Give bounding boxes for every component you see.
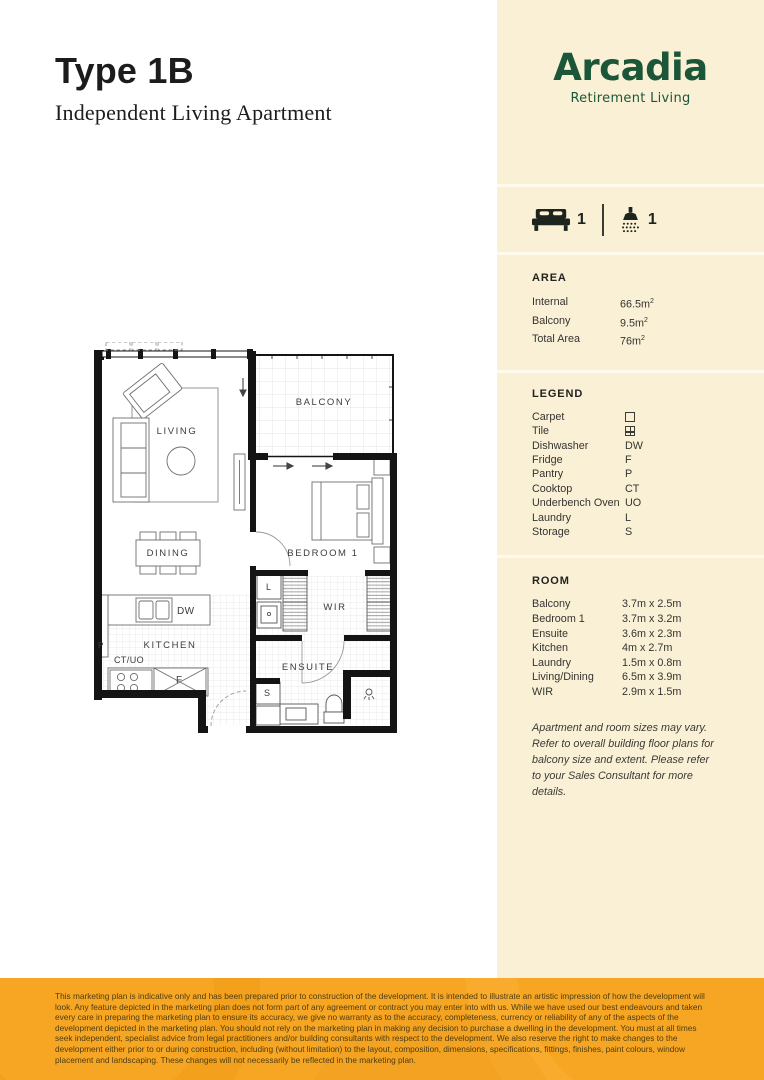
page-title: Type 1B <box>55 50 194 91</box>
disclaimer-footer <box>0 978 764 1080</box>
legend-row: Fridge F <box>532 454 632 466</box>
legend-row: Laundry L <box>532 511 632 524</box>
area-heading: AREA <box>532 272 567 284</box>
pantry-label: P <box>98 641 104 650</box>
ensuite-label: ENSUITE <box>281 662 335 673</box>
dishwasher-label: DW <box>177 606 195 617</box>
info-panel <box>497 0 764 978</box>
area-value: $76m^2$ <box>620 335 645 348</box>
sizes-note: Apartment and room sizes may vary. Refer to overall building floor plans for balcony size and extent. Please refer to your Sales Consultant for more details. <box>532 721 714 799</box>
entry-floor <box>207 594 250 725</box>
room-row: Kitchen 4m x 2.7m <box>532 642 673 655</box>
floor-plan <box>90 342 402 734</box>
brand-name: Arcadia <box>553 46 708 89</box>
fridge-label: F <box>176 675 183 686</box>
area-label: Total Area <box>532 333 581 346</box>
disclaimer-text: This marketing plan is indicative only and has been prepared prior to construction of the development. It is intended to illustrate an artistic impression of how the development will look. Any feature depicted in the marketing plan does not form part of any agreement or contract you may enter into with us. While we have used our best endeavours and taken every care in preparing the marketing plan to ensure its accuracy, we give no warranty as to the accuracy, completeness, currency or reliability of any of the aspects of the development depicted in the marketing plan. You should not rely on the marketing plan in making any decision to purchase a dwelling in the development. You must at all times seek independent, specialist advice from legal practitioners and/or building consultants with respect to the development. We also reserve the right to make changes to the development either prior to or during construction, including (without limitation) to the layout, composition, dimensions, specifications, fittings, finishes, paint colours, window placement and landscaping. These changes will not necessarily be reflected in the marketing plan. <box>55 991 705 1065</box>
legend-row: Pantry P <box>532 468 633 481</box>
area-row <box>532 313 744 332</box>
bedrooms-count: 1 <box>577 210 586 228</box>
room-section <box>497 555 764 800</box>
area-label: Balcony <box>532 314 571 327</box>
laundry-label: L <box>266 582 272 592</box>
room-row: Laundry 1.5m x 0.8m <box>532 656 682 669</box>
bedrooms-stat <box>532 207 586 232</box>
legend-row: Dishwasher DW <box>532 439 643 452</box>
living-label: LIVING <box>156 426 198 437</box>
legend-row: Tile <box>532 424 744 438</box>
bed-icon <box>532 207 570 232</box>
wir-label: WIR <box>323 602 347 613</box>
legend-row: Cooktop CT <box>532 482 640 495</box>
balcony-label: BALCONY <box>295 397 353 408</box>
room-row: WIR 2.9m x 1.5m <box>532 686 682 698</box>
kitchen-label: KITCHEN <box>143 640 197 651</box>
summary-section <box>497 184 764 252</box>
area-row <box>532 331 744 350</box>
room-row: Living/Dining 6.5m x 3.9m <box>532 671 682 684</box>
legend-row: Underbench Oven UO <box>532 497 642 510</box>
legend-row: Carpet <box>532 410 744 424</box>
room-heading: ROOM <box>532 575 570 588</box>
shower-icon <box>620 207 641 233</box>
brand-tagline: Retirement Living <box>570 91 691 106</box>
bedroom-label: BEDROOM 1 <box>287 548 359 559</box>
area-label: Internal <box>532 296 569 308</box>
area-value: $9.5m^2$ <box>620 316 648 330</box>
dining-label: DINING <box>146 548 190 559</box>
floor-plan-drawing <box>90 342 402 734</box>
tile-swatch-icon <box>625 426 635 436</box>
stat-divider <box>602 204 604 236</box>
legend-section <box>497 370 764 556</box>
storage-label: S <box>264 688 271 698</box>
carpet-swatch-icon <box>625 412 635 422</box>
page-subtitle: Independent Living Apartment <box>55 100 332 125</box>
legend-heading: LEGEND <box>532 387 584 400</box>
bathrooms-count: 1 <box>647 210 657 228</box>
room-row: Bedroom 1 3.7m x 3.2m <box>532 613 682 626</box>
cooktop-oven-label: CT/UO <box>114 655 144 665</box>
room-row: Balcony 3.7m x 2.5m <box>532 598 682 611</box>
room-row: Ensuite 3.6m x 2.3m <box>532 627 682 640</box>
area-value: $66.5m^2$ <box>620 298 654 311</box>
brand-logo <box>497 0 764 184</box>
area-row <box>532 294 744 313</box>
area-section <box>497 252 764 370</box>
bathrooms-stat <box>620 207 657 233</box>
legend-row: Storage S <box>532 526 633 539</box>
title-block <box>55 50 332 126</box>
